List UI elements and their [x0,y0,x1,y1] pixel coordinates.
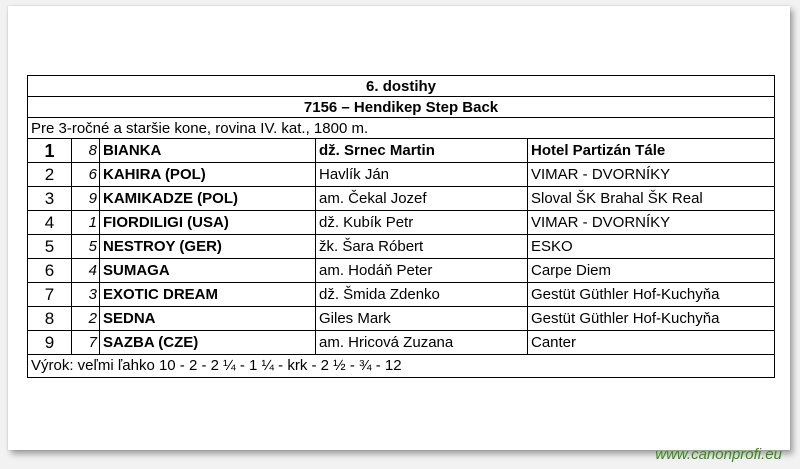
owner-name: VIMAR - DVORNÍKY [528,163,775,187]
race-results-table [27,75,775,378]
table-row [28,331,775,355]
race-name: 7156 – Hendikep Step Back [28,97,775,118]
finish-position: 5 [28,235,72,259]
horse-name: KAHIRA (POL) [100,163,316,187]
jockey-name: dž. Šmida Zdenko [316,283,528,307]
race-verdict: Výrok: veľmi ľahko 10 - 2 - 2 ¼ - 1 ¼ - krk - 2 ½ - ¾ - 12 [28,355,775,378]
horse-number: 8 [72,139,100,163]
horse-name: SAZBA (CZE) [100,331,316,355]
jockey-name: žk. Šara Róbert [316,235,528,259]
table-row [28,259,775,283]
table-row [28,283,775,307]
table-row [28,163,775,187]
finish-position: 1 [28,139,72,163]
owner-name: Carpe Diem [528,259,775,283]
table-row [28,235,775,259]
finish-position: 2 [28,163,72,187]
watermark-text: www.canonprofi.eu [655,446,782,463]
jockey-name: am. Hricová Zuzana [316,331,528,355]
jockey-name: Havlík Ján [316,163,528,187]
owner-name: VIMAR - DVORNÍKY [528,211,775,235]
table-row [28,139,775,163]
race-title: 6. dostihy [28,76,775,97]
horse-name: EXOTIC DREAM [100,283,316,307]
race-info: Pre 3-ročné a staršie kone, rovina IV. kat., 1800 m. [28,118,775,139]
jockey-name: dž. Kubík Petr [316,211,528,235]
owner-name: ESKO [528,235,775,259]
horse-number: 1 [72,211,100,235]
owner-name: Sloval ŠK Brahal ŠK Real [528,187,775,211]
owner-name: Hotel Partizán Tále [528,139,775,163]
finish-position: 8 [28,307,72,331]
horse-number: 9 [72,187,100,211]
horse-number: 3 [72,283,100,307]
horse-name: SUMAGA [100,259,316,283]
table-row [28,211,775,235]
horse-name: FIORDILIGI (USA) [100,211,316,235]
horse-name: SEDNA [100,307,316,331]
finish-position: 4 [28,211,72,235]
horse-number: 2 [72,307,100,331]
table-row [28,187,775,211]
finish-position: 3 [28,187,72,211]
horse-number: 7 [72,331,100,355]
horse-name: KAMIKADZE (POL) [100,187,316,211]
owner-name: Canter [528,331,775,355]
table-row [28,307,775,331]
owner-name: Gestüt Güthler Hof-Kuchyňa [528,307,775,331]
jockey-name: am. Hodáň Peter [316,259,528,283]
horse-number: 5 [72,235,100,259]
horse-name: BIANKA [100,139,316,163]
horse-number: 6 [72,163,100,187]
owner-name: Gestüt Güthler Hof-Kuchyňa [528,283,775,307]
jockey-name: dž. Srnec Martin [316,139,528,163]
horse-number: 4 [72,259,100,283]
finish-position: 6 [28,259,72,283]
horse-name: NESTROY (GER) [100,235,316,259]
jockey-name: am. Čekal Jozef [316,187,528,211]
finish-position: 7 [28,283,72,307]
finish-position: 9 [28,331,72,355]
jockey-name: Giles Mark [316,307,528,331]
